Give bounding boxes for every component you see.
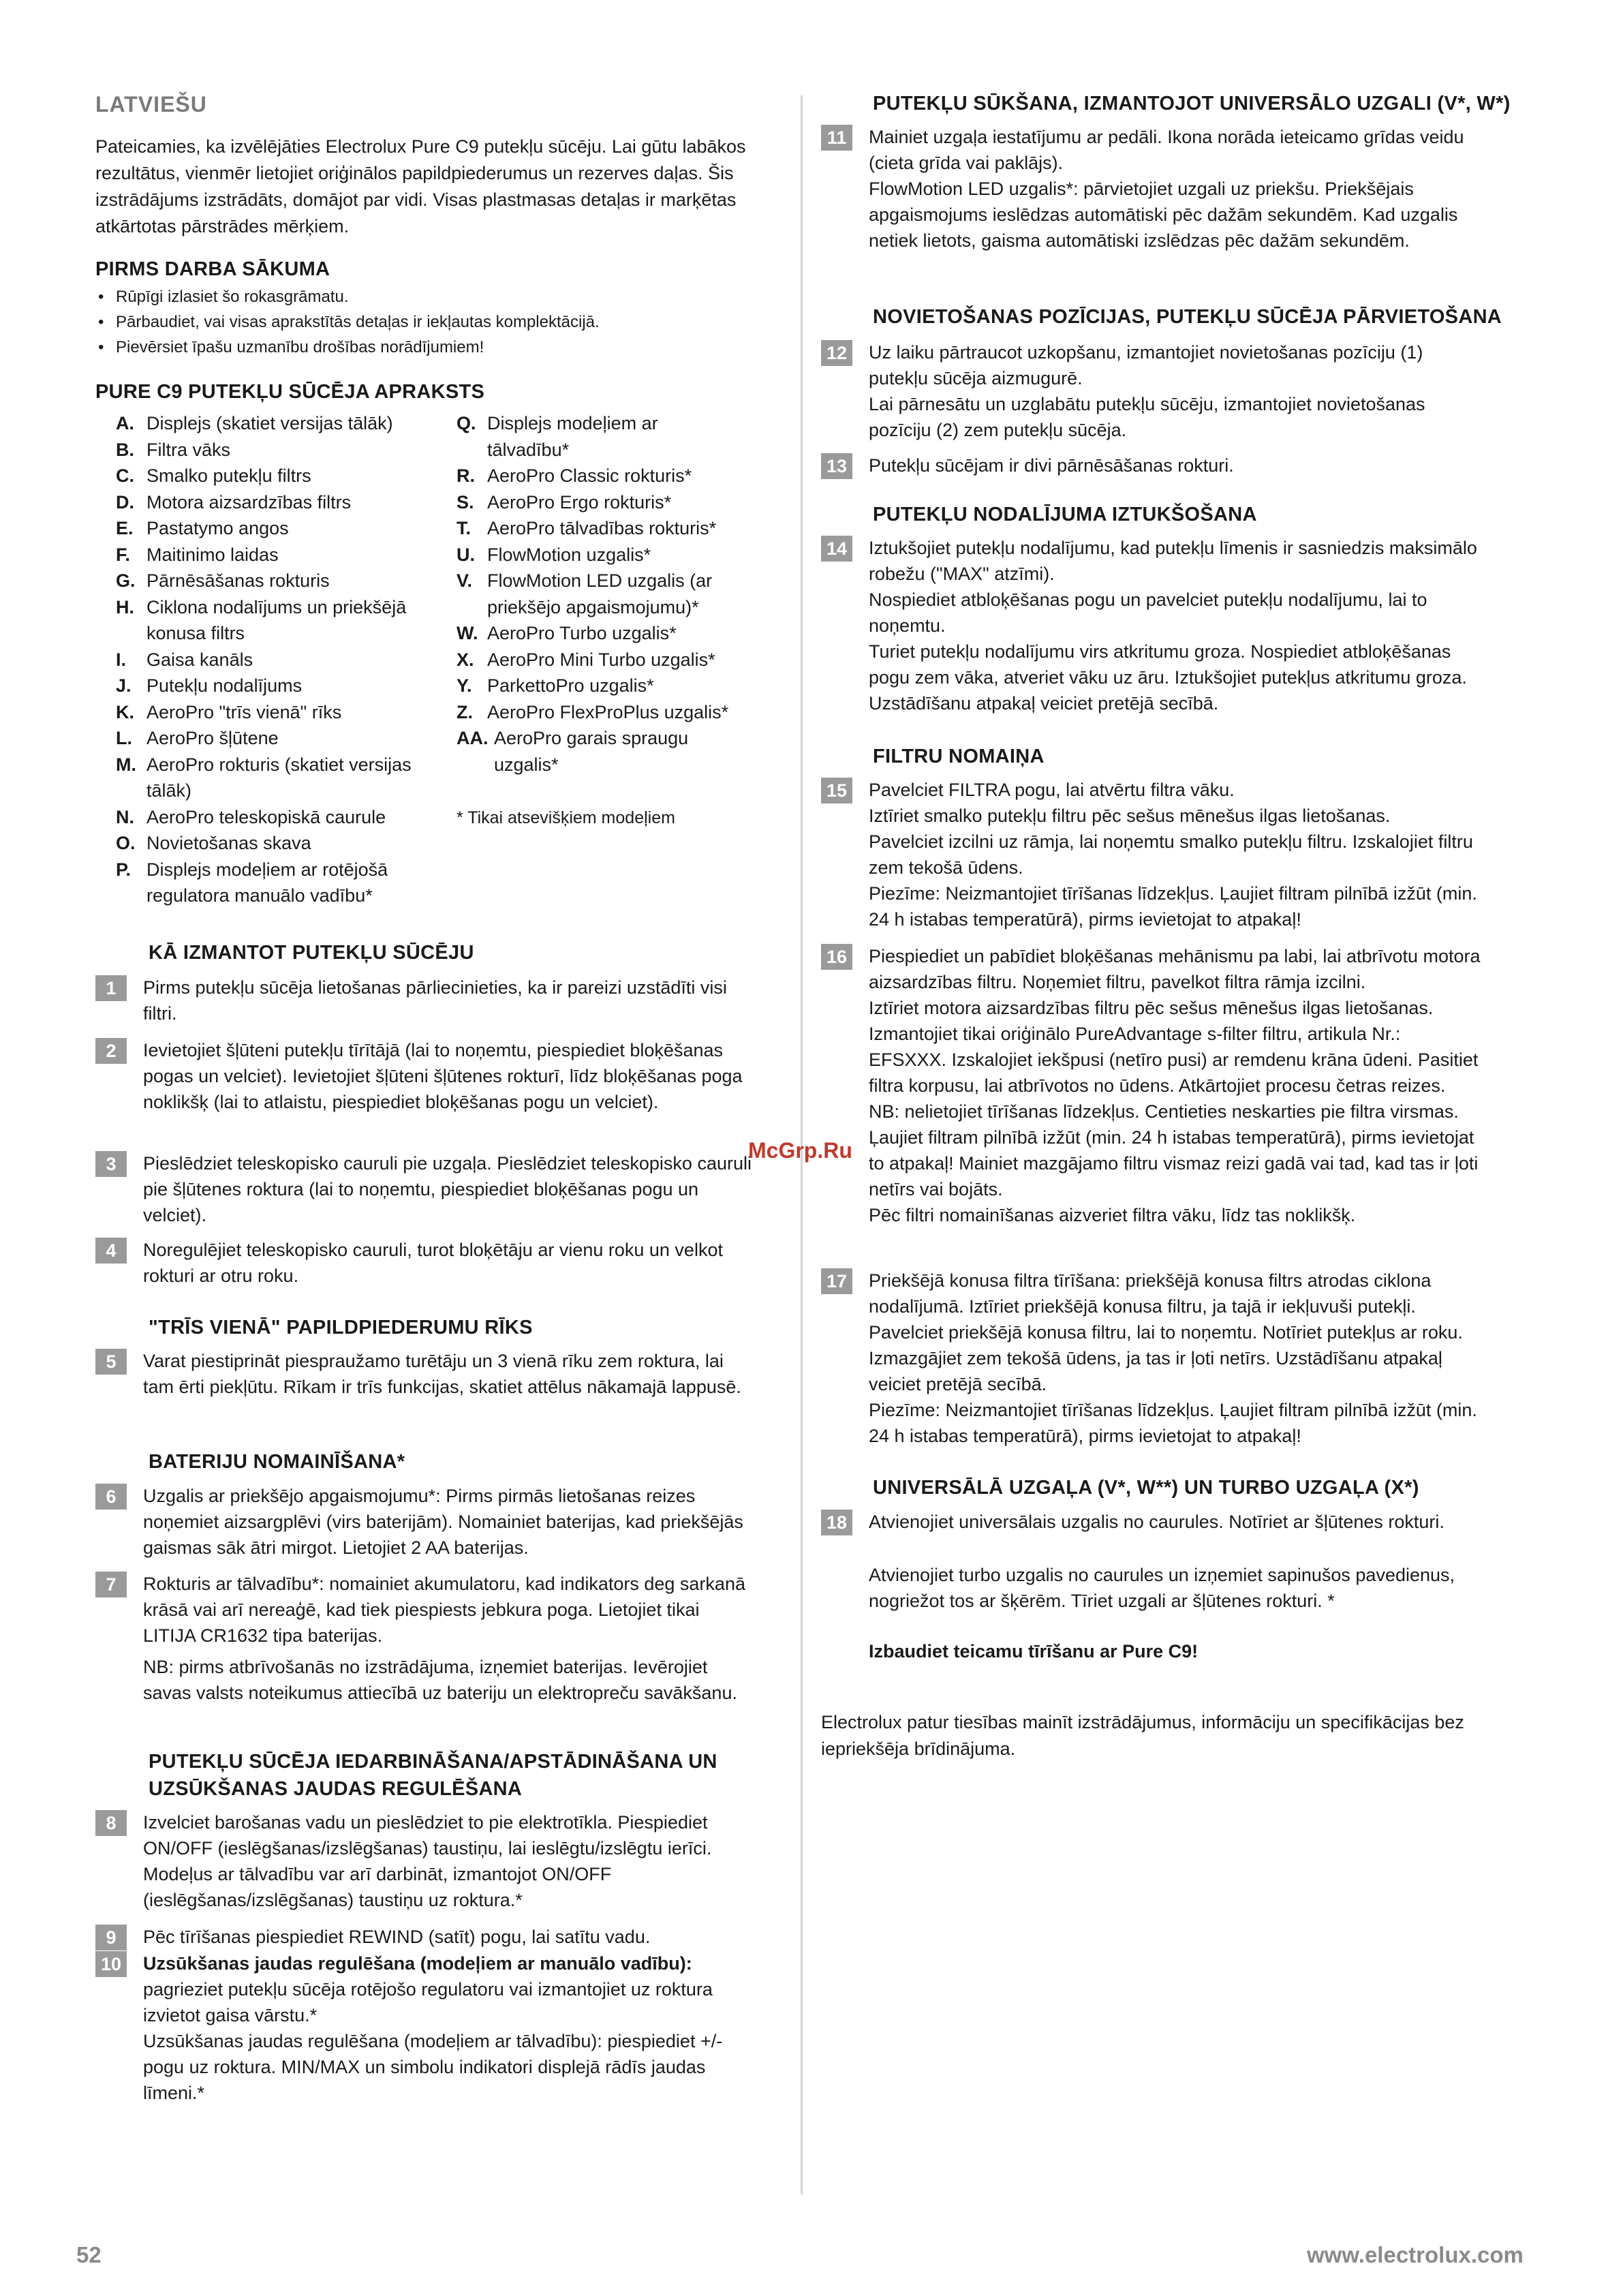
step-6: 6 Uzgalis ar priekšējo apgaismojumu*: Pirms pirmās lietošanas reizes noņemiet aizsargplēvi (virs baterijām). Nomainiet baterijas, kad priekšējās gaismas sāk ātri mirgot. Lietojiet 2 AA baterijas. xyxy=(95,1483,763,1561)
parking-title: NOVIETOŠANAS POZĪCIJAS, PUTEKĻU SŪCĒJA PĀRVIETOŠANA xyxy=(873,306,1502,328)
step-number: 17 xyxy=(821,1268,852,1294)
components-list-right xyxy=(457,410,756,831)
tool-title: "TRĪS VIENĀ" PAPILDPIEDERUMU RĪKS xyxy=(149,1317,533,1338)
components-note: * Tikai atsevišķiem modeļiem xyxy=(457,808,675,827)
disclaimer: Electrolux patur tiesības mainīt izstrādājumus, informāciju un specifikācijas bez iepriekšēja brīdinājuma. xyxy=(821,1712,1464,1759)
step-number: 13 xyxy=(821,453,852,479)
list-item: Q. Displejs modeļiem ar tālvadību* xyxy=(457,413,658,460)
list-item: D. Motora aizsardzības filtrs xyxy=(116,491,352,512)
components-title: PURE C9 PUTEKĻU SŪCĒJA APRAKSTS xyxy=(95,381,485,403)
list-item: U. FlowMotion uzgalis* xyxy=(457,544,651,565)
step-number: 15 xyxy=(821,778,852,803)
list-item: P. Displejs modeļiem ar rotējošā regulatora manuālo vadību* xyxy=(116,859,388,906)
list-item: I. Gaisa kanāls xyxy=(116,649,253,670)
list-item: O. Novietošanas skava xyxy=(116,833,311,853)
list-item: R. AeroPro Classic rokturis* xyxy=(457,465,692,486)
step-number: 11 xyxy=(821,125,852,151)
step-number: 2 xyxy=(95,1038,127,1064)
components-list-left xyxy=(116,410,470,909)
step-8: 8 Izvelciet barošanas vadu un pieslēdziet to pie elektrotīkla. Piespiediet ON/OFF (ieslēgšanas/izslēgšanas) taustiņu, lai ieslēgtu/izslēgtu ierīci. Modeļus ar tālvadību var arī darbināt, izmantojot ON/OFF (ieslēgšanas/izslēgšanas) taustiņu uz roktura.* xyxy=(95,1809,763,1913)
step-12: 12 Uz laiku pārtraucot uzkopšanu, izmantojiet novietošanas pozīciju (1) putekļu sūcēja aizmugurē. Lai pārnesātu un uzglabātu putekļu sūcēju, izmantojiet novietošanas pozīciju (2) zem putekļu sūcēja. xyxy=(821,339,1502,443)
step-13: 13 Putekļu sūcējam ir divi pārnēsāšanas rokturi. xyxy=(821,453,1502,479)
step-2: 2 Ievietojiet šļūteni putekļu tīrītājā (lai to noņemtu, piespiediet bloķēšanas pogas un velciet). Ievietojiet šļūteni šļūtenes rokturī, līdz bloķēšanas poga noklikšķ (lai to atlaistu, piespiediet bloķēšanas pogu un velciet). xyxy=(95,1037,763,1115)
list-item: A. Displejs (skatiet versijas tālāk) xyxy=(116,413,393,433)
list-item: B. Filtra vāks xyxy=(116,439,231,460)
universal-title: PUTEKĻU SŪKŠANA, IZMANTOJOT UNIVERSĀLO UZGALI (V*, W*) xyxy=(873,93,1511,114)
step-18: 18 Atvienojiet universālais uzgalis no caurules. Notīriet ar šļūtenes rokturi. Atvienojiet turbo uzgalis no caurules un izņemiet sapinušos pavedienus, nogriežot tos ar šķērēm. Tīriet uzgali ar šļūtenes rokturi. * Izbaudiet teicamu tīrīšanu ar Pure C9! xyxy=(821,1509,1502,1664)
enjoy-text: Izbaudiet teicamu tīrīšanu ar Pure C9! xyxy=(869,1641,1199,1662)
step-4: 4 Noregulējiet teleskopisko cauruli, turot bloķētāju ar vienu roku un velkot rokturi ar otru roku. xyxy=(95,1237,763,1289)
footer-url: www.electrolux.com xyxy=(1307,2242,1524,2267)
step-number: 14 xyxy=(821,536,852,562)
step-14: 14 Iztukšojiet putekļu nodalījumu, kad putekļu līmenis ir sasniedzis maksimālo robežu ("MAX" atzīmi). Nospiediet atbloķēšanas pogu un pavelciet putekļu nodalījumu, lai to noņemtu. Turiet putekļu nodalījumu virs atkritumu groza. Nospiediet atbloķēšanas pogu zem vāka, atveriet vāku uz āru. Iztukšojiet putekļus atkritumu groza. Uzstādīšanu atpakaļ veiciet pretējā secībā. xyxy=(821,535,1502,716)
step-number: 4 xyxy=(95,1238,127,1264)
operation-title: PUTEKĻU SŪCĒJA IEDARBINĀŠANA/APSTĀDINĀŠANA UN UZSŪKŠANAS JAUDAS REGULĒŠANA xyxy=(149,1751,717,1800)
list-item: S. AeroPro Ergo rokturis* xyxy=(457,491,672,512)
list-item: V. FlowMotion LED uzgalis (ar priekšējo apgaismojumu)* xyxy=(457,570,713,617)
list-item: Z. AeroPro FlexProPlus uzgalis* xyxy=(457,701,729,722)
list-item: H. Ciklona nodalījums un priekšējā konusa filtrs xyxy=(116,596,407,643)
step-7: 7 Rokturis ar tālvadību*: nomainiet akumulatoru, kad indikators deg sarkanā krāsā vai arī nereaģē, kad tiek piespiests jebkura poga. Lietojiet tikai LITIJA CR1632 tipa baterijas. NB: pirms atbrīvošanās no izstrādājuma, izņemiet baterijas. Ievērojiet savas valsts noteikumus attiecībā uz bateriju un elektropreču savākšanu. xyxy=(95,1571,763,1706)
page-number: 52 xyxy=(76,2242,102,2267)
list-item: C. Smalko putekļu filtrs xyxy=(116,465,311,486)
battery-title: BATERIJU NOMAINĪŠANA* xyxy=(149,1451,405,1473)
step-15: 15 Pavelciet FILTRA pogu, lai atvērtu filtra vāku. Iztīriet smalko putekļu filtru pēc sešus mēnešus ilgas lietošanas. Pavelciet izcilni uz rāmja, lai noņemtu smalko putekļu filtru. Izskalojiet filtru zem tekošā ūdens. Piezīme: Neizmantojiet tīrīšanas līdzekļus. Ļaujiet filtram pilnībā izžūt (min. 24 h istabas temperatūrā), pirms ievietojat to atpakaļ! xyxy=(821,777,1502,932)
nozzles-title: UNIVERSĀLĀ UZGAĻA (V*, W**) UN TURBO UZGAĻA (X*) xyxy=(873,1477,1419,1499)
list-item: • Rūpīgi izlasiet šo rokasgrāmatu. xyxy=(116,284,749,309)
watermark: McGrp.Ru xyxy=(748,1138,852,1163)
step-5: 5 Varat piestiprināt piespraužamo turētāju un 3 vienā rīku zem roktura, lai tam ērti piekļūtu. Rīkam ir trīs funkcijas, skatiet attēlus nākamajā lappusē. xyxy=(95,1348,763,1400)
list-item: K. AeroPro "trīs vienā" rīks xyxy=(116,701,342,722)
list-item: M. AeroPro rokturis (skatiet versijas tālāk) xyxy=(116,754,412,801)
before-title: PIRMS DARBA SĀKUMA xyxy=(95,258,330,280)
step-1: 1 Pirms putekļu sūcēja lietošanas pārliecinieties, ka ir pareizi uzstādīti visi filtri. xyxy=(95,975,763,1026)
step-number: 7 xyxy=(95,1572,127,1597)
step-number: 16 xyxy=(821,944,852,970)
howto-title: KĀ IZMANTOT PUTEKĻU SŪCĒJU xyxy=(149,942,474,964)
list-item: F. Maitinimo laidas xyxy=(116,544,279,565)
step-10: 10 Uzsūkšanas jaudas regulēšana (modeļiem ar manuālo vadību): pagrieziet putekļu sūcēja rotējošo regulatoru vai izmantojiet uz roktura izvietot gaisa vārstu.* Uzsūkšanas jaudas regulēšana (modeļiem ar tālvadību): piespiediet +/- pogu uz rokturа. MIN/MAX un simbolu indikatori displejā rādīs jaudas līmeni.* xyxy=(95,1950,763,2106)
language-label: LATVIEŠU xyxy=(95,92,207,117)
step-number: 18 xyxy=(821,1510,852,1535)
step-number: 6 xyxy=(95,1484,127,1510)
intro-text: Pateicamies, ka izvēlējāties Electrolux Pure C9 putekļu sūcēju. Lai gūtu labākos rezultātus, vienmēr lietojiet oriģinālos papildpiederumus un rezerves daļas. Šis izstrādājums izstrādāts, domājot par vidi. Visas plastmasas detaļas ir marķētas atkārtotas pārstrādes mērķiem. xyxy=(95,136,746,236)
list-item: T. AeroPro tālvadības rokturis* xyxy=(457,518,717,538)
step-number: 9 xyxy=(95,1925,127,1950)
list-item: N. AeroPro teleskopiskā caurule xyxy=(116,806,386,827)
step-number: 8 xyxy=(95,1810,127,1836)
list-item: AA. AeroPro garais spraugu uzgalis* xyxy=(457,728,689,775)
step-number: 3 xyxy=(95,1151,127,1177)
step-9: 9 Pēc tīrīšanas piespiediet REWIND (satīt) pogu, lai satītu vadu. xyxy=(95,1924,763,1950)
emptying-title: PUTEKĻU NODALĪJUMA IZTUKŠOŠANA xyxy=(873,504,1257,525)
step-number: 1 xyxy=(95,975,127,1001)
filters-title: FILTRU NOMAIŅA xyxy=(873,746,1045,767)
step-number: 10 xyxy=(95,1951,127,1977)
list-item: X. AeroPro Mini Turbo uzgalis* xyxy=(457,649,715,670)
list-item: E. Pastatymo angos xyxy=(116,518,289,538)
list-item: W. AeroPro Turbo uzgalis* xyxy=(457,623,677,643)
list-item: L. AeroPro šļūtene xyxy=(116,728,279,748)
list-item: Y. ParkettoPro uzgalis* xyxy=(457,675,654,696)
step-16: 16 Piespiediet un pabīdiet bloķēšanas mehānismu pa labi, lai atbrīvotu motora aizsardzības filtru. Noņemiet filtru, pavelkot filtra rāmja izcilni. Iztīriet motora aizsardzības filtru pēc sešus mēnešus ilgas lietošanas. Izmantojiet tikai oriģinālo PureAdvantage s-filter filtru, artikula Nr.: EFSXXX. Izskalojiet iekšpusi (netīro pusi) ar remdenu krāna ūdeni. Pasitiet filtra korpusu, lai atbrīvotos no ūdens. Atkārtojiet procesu četras reizes. NB: nelietojiet tīrīšanas līdzekļus. Centieties neskarties pie filtra virsmas. Ļaujiet filtram pilnībā izžūt (min. 24 h istabas temperatūrā), pirms ievietojat to atpakaļ! Mainiet mazgājamo filtru vismaz reizi gadā vai tad, kad tas ir ļoti netīrs vai bojāts. Pēc filtri nomainīšanas aizveriet filtra vāku, līdz tas noklikšķ. xyxy=(821,943,1502,1228)
step-11: 11 Mainiet uzgaļa iestatījumu ar pedāli. Ikona norāda ieteicamo grīdas veidu (cieta grīda vai paklājs). FlowMotion LED uzgalis*: pārvietojiet uzgali uz priekšu. Priekšējais apgaismojums ieslēdzas automātiski pēc dažām sekundēm. Kad uzgalis netiek lietots, gaisma automātiski izslēdzas pēc dažām sekundēm. xyxy=(821,124,1502,254)
step-number: 5 xyxy=(95,1349,127,1375)
list-item: G. Pārnēsāšanas rokturis xyxy=(116,570,330,591)
list-item: J. Putekļu nodalījums xyxy=(116,675,303,696)
step-3: 3 Pieslēdziet teleskopisko cauruli pie uzgaļa. Pieslēdziet teleskopisko cauruli pie šļūtenes roktura (lai to noņemtu, piespiediet bloķēšanas pogu un velciet). xyxy=(95,1150,763,1228)
before-list xyxy=(95,284,749,360)
step-17: 17 Priekšējā konusa filtra tīrīšana: priekšējā konusa filtrs atrodas ciklona nodalījumā. Iztīriet priekšējā konusa filtru, ja tajā ir iekļuvuši putekļi. Pavelciet priekšējā konusa filtru, lai to noņemtu. Notīriet putekļus ar roku. Izmazgājiet zem tekošā ūdens, ja tas ir ļoti netīrs. Uzstādīšanu atpakaļ veiciet pretējā secībā. Piezīme: Neizmantojiet tīrīšanas līdzekļus. Ļaujiet filtram pilnībā izžūt (min. 24 h istabas temperatūrā), pirms ievietojat to atpakaļ! xyxy=(821,1268,1502,1449)
list-item: • Pārbaudiet, vai visas aprakstītās detaļas ir iekļautas komplektācijā. xyxy=(116,309,749,335)
step-number: 12 xyxy=(821,340,852,366)
list-item: • Pievērsiet īpašu uzmanību drošības norādījumiem! xyxy=(116,335,749,360)
